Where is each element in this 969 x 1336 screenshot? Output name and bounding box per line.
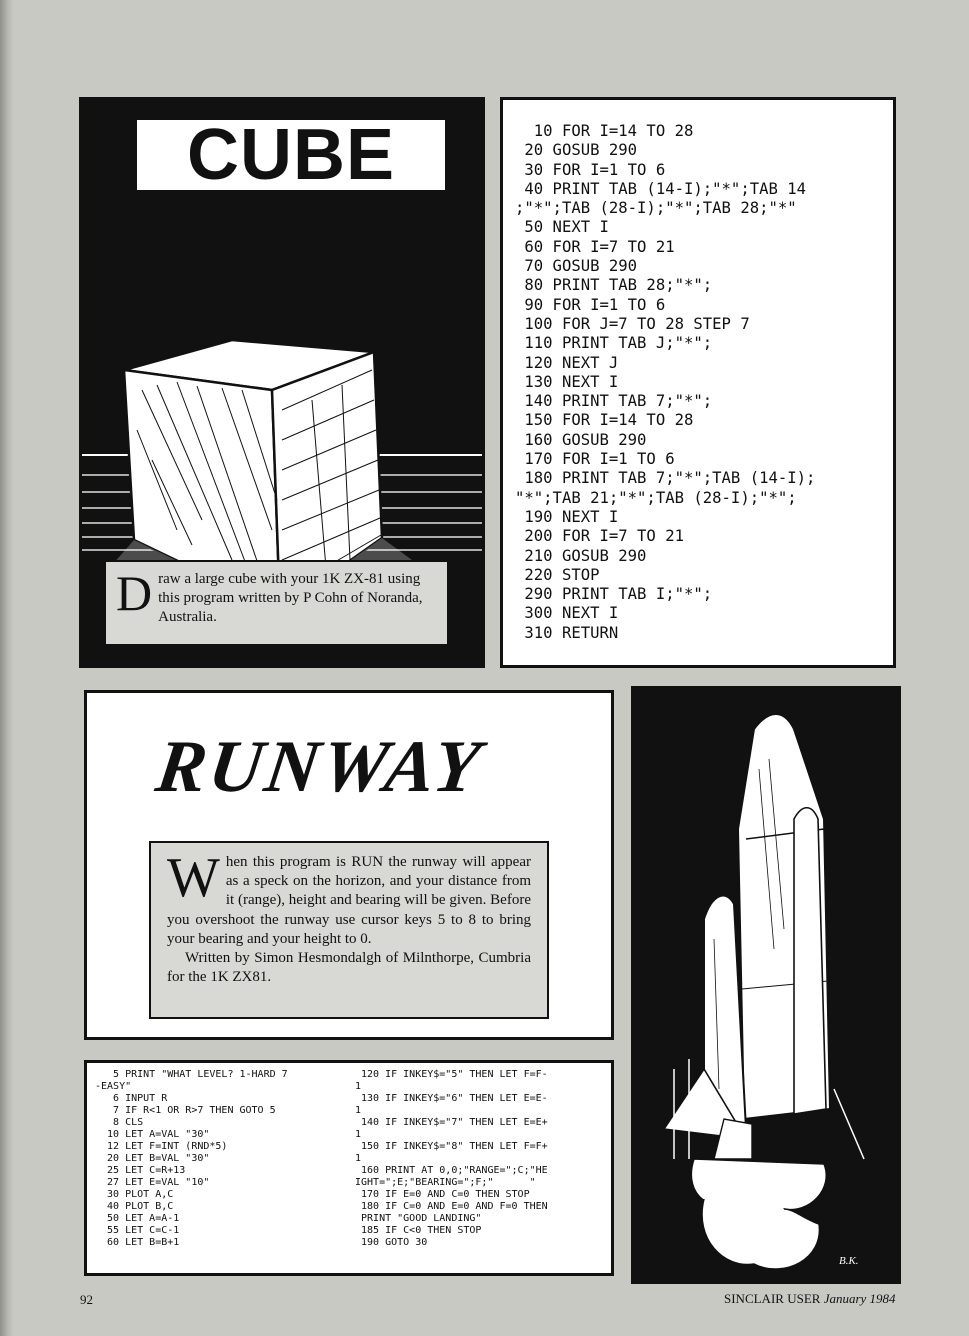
listing-line: 70 GOSUB 290 bbox=[515, 257, 638, 276]
listing-line: 80 PRINT TAB 28;"*"; bbox=[515, 276, 713, 295]
listing-line: 220 STOP bbox=[515, 565, 600, 584]
listing-line: 10 FOR I=14 TO 28 bbox=[515, 122, 694, 140]
runway-listing-left-column bbox=[95, 1069, 288, 1249]
publication-name: SINCLAIR USER bbox=[724, 1291, 821, 1306]
listing-line: 190 NEXT I bbox=[515, 507, 619, 526]
listing-line: 55 LET C=C-1 bbox=[95, 1225, 180, 1236]
listing-line: 150 FOR I=14 TO 28 bbox=[515, 411, 694, 430]
listing-line: 120 IF INKEY$="5" THEN LET F=F- bbox=[355, 1069, 548, 1080]
listing-line: 60 FOR I=7 TO 21 bbox=[515, 237, 675, 256]
cube-article-panel bbox=[79, 97, 485, 668]
listing-line: 7 IF R<1 OR R>7 THEN GOTO 5 bbox=[95, 1105, 276, 1116]
listing-line: 190 GOTO 30 bbox=[355, 1237, 428, 1248]
listing-line: 20 GOSUB 290 bbox=[515, 141, 638, 160]
listing-line: 110 PRINT TAB J;"*"; bbox=[515, 334, 713, 353]
listing-line: 6 INPUT R bbox=[95, 1093, 168, 1104]
runway-program-listing bbox=[84, 1060, 614, 1276]
listing-line: 130 IF INKEY$="6" THEN LET E=E- bbox=[355, 1093, 548, 1104]
listing-line: 1 bbox=[355, 1105, 362, 1116]
listing-line: 10 LET A=VAL "30" bbox=[95, 1129, 210, 1140]
listing-line: 60 LET B=B+1 bbox=[95, 1237, 180, 1248]
listing-line: 50 LET A=A-1 bbox=[95, 1213, 180, 1224]
listing-line: 1 bbox=[355, 1153, 362, 1164]
listing-line: 25 LET C=R+13 bbox=[95, 1165, 186, 1176]
space-shuttle-illustration bbox=[631, 686, 901, 1284]
listing-line: 1 bbox=[355, 1081, 362, 1092]
listing-line: 120 NEXT J bbox=[515, 353, 619, 372]
listing-line: 180 IF C=0 AND E=0 AND F=0 THEN bbox=[355, 1201, 548, 1212]
listing-line: 90 FOR I=1 TO 6 bbox=[515, 295, 666, 314]
page-spine-shadow bbox=[0, 0, 14, 1336]
runway-title: RUNWAY bbox=[151, 726, 488, 808]
listing-line: 30 PLOT A,C bbox=[95, 1189, 174, 1200]
runway-credit: Written by Simon Hesmondalgh of Milnthorpe, Cumbria for the 1K ZX81. bbox=[167, 950, 531, 986]
footer-publication bbox=[724, 1291, 896, 1307]
runway-article-panel bbox=[84, 690, 614, 1040]
listing-line: 8 CLS bbox=[95, 1117, 144, 1128]
artist-signature: B.K. bbox=[839, 1255, 859, 1267]
runway-dropcap: W bbox=[167, 847, 220, 909]
listing-line: "*";TAB 21;"*";TAB (28-I);"*"; bbox=[515, 488, 797, 507]
cube-program-listing bbox=[500, 97, 896, 668]
runway-description-text: hen this program is RUN the runway will appear as a speck on the horizon, and your distance from it (range), height and bearing will be given. Before you overshoot the runway use cursor keys 5 to 8 to bring your bearing and your height to 0. bbox=[167, 854, 531, 947]
cube-description bbox=[104, 560, 449, 646]
listing-line: 140 IF INKEY$="7" THEN LET E=E+ bbox=[355, 1117, 548, 1128]
listing-line: 150 IF INKEY$="8" THEN LET F=F+ bbox=[355, 1141, 548, 1152]
listing-line: 140 PRINT TAB 7;"*"; bbox=[515, 392, 713, 411]
listing-line: 20 LET B=VAL "30" bbox=[95, 1153, 210, 1164]
shuttle-drawing bbox=[634, 689, 898, 1281]
runway-listing-right-column bbox=[355, 1069, 548, 1249]
listing-line: 27 LET E=VAL "10" bbox=[95, 1177, 210, 1188]
issue-date: January 1984 bbox=[823, 1291, 896, 1306]
listing-line: 200 FOR I=7 TO 21 bbox=[515, 527, 684, 546]
listing-line: 5 PRINT "WHAT LEVEL? 1-HARD 7 bbox=[95, 1069, 288, 1080]
listing-line: 170 FOR I=1 TO 6 bbox=[515, 450, 675, 469]
listing-line: ;"*";TAB (28-I);"*";TAB 28;"*" bbox=[515, 199, 797, 218]
listing-line: -EASY" bbox=[95, 1081, 132, 1092]
listing-line: 12 LET F=INT (RND*5) bbox=[95, 1141, 228, 1152]
listing-line: IGHT=";E;"BEARING=";F;" " bbox=[355, 1177, 536, 1188]
listing-line: 310 RETURN bbox=[515, 623, 619, 642]
runway-description bbox=[149, 841, 549, 1019]
listing-line: 210 GOSUB 290 bbox=[515, 546, 647, 565]
listing-line: 30 FOR I=1 TO 6 bbox=[515, 160, 666, 179]
listing-line: 160 PRINT AT 0,0;"RANGE=";C;"HE bbox=[355, 1165, 548, 1176]
page-number: 92 bbox=[80, 1292, 93, 1307]
listing-line: 1 bbox=[355, 1129, 362, 1140]
cube-dropcap: D bbox=[116, 565, 153, 621]
listing-line: 40 PRINT TAB (14-I);"*";TAB 14 bbox=[515, 179, 807, 198]
listing-line: 185 IF C<0 THEN STOP bbox=[355, 1225, 482, 1236]
listing-line: 40 PLOT B,C bbox=[95, 1201, 174, 1212]
listing-line: 50 NEXT I bbox=[515, 218, 609, 237]
listing-line: 160 GOSUB 290 bbox=[515, 430, 647, 449]
cube-description-text: raw a large cube with your 1K ZX-81 using this program written by P Cohn of Noranda, Australia. bbox=[158, 571, 423, 625]
listing-line: 100 FOR J=7 TO 28 STEP 7 bbox=[515, 314, 750, 333]
cube-title: CUBE bbox=[137, 120, 445, 190]
listing-line: 290 PRINT TAB I;"*"; bbox=[515, 585, 713, 604]
listing-line: 170 IF E=0 AND C=0 THEN STOP bbox=[355, 1189, 530, 1200]
listing-line: 130 NEXT I bbox=[515, 372, 619, 391]
listing-line: 180 PRINT TAB 7;"*";TAB (14-I); bbox=[515, 469, 816, 488]
listing-line: PRINT "GOOD LANDING" bbox=[355, 1213, 482, 1224]
listing-line: 300 NEXT I bbox=[515, 604, 619, 623]
